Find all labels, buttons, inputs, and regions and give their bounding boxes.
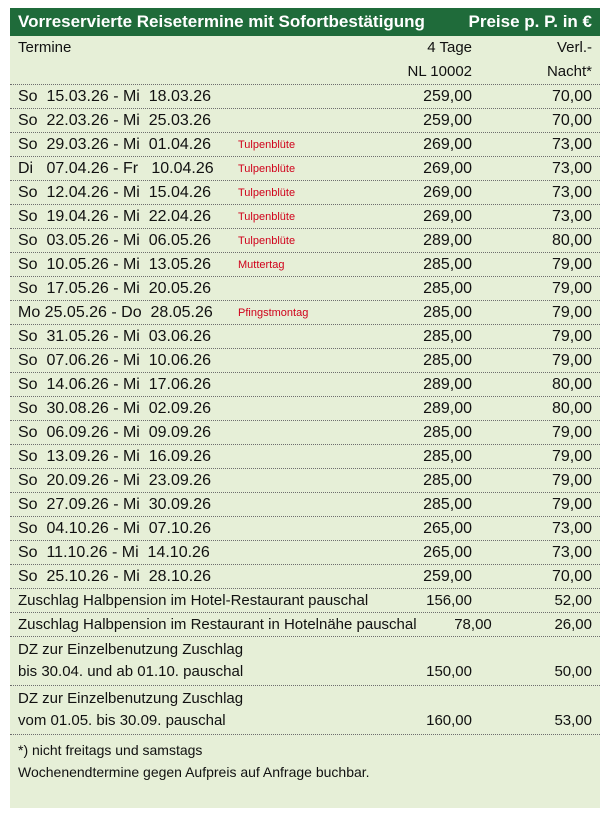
surcharge-rows	[10, 589, 600, 637]
row-date: So 06.09.26 - Mi 09.09.26	[18, 424, 212, 441]
column-header-row-1	[10, 36, 600, 60]
table-row	[10, 229, 600, 253]
table-row	[10, 565, 600, 589]
table-row	[10, 397, 600, 421]
row-date: So 07.06.26 - Mi 10.06.26	[18, 352, 212, 369]
row-night-price: 79,00	[551, 424, 592, 441]
row-date: So 11.10.26 - Mi 14.10.26	[18, 544, 210, 561]
single-use-line-1	[18, 639, 592, 661]
row-night-price: 79,00	[551, 280, 592, 297]
table-row	[10, 325, 600, 349]
row-note	[238, 445, 352, 468]
row-price: 269,00	[423, 136, 472, 153]
row-price: 265,00	[423, 520, 472, 537]
column-termine: Termine	[18, 39, 72, 56]
table-row	[10, 109, 600, 133]
row-note	[238, 277, 352, 300]
row-night-price: 73,00	[551, 544, 592, 561]
row-night-price: 79,00	[551, 496, 592, 513]
single-use-night-price: 50,00	[554, 663, 592, 680]
price-note: Preise p. P. in €	[468, 12, 592, 31]
footer-notes	[10, 735, 600, 787]
table-row	[10, 517, 600, 541]
row-note	[238, 349, 352, 372]
surcharge-label: Zuschlag Halbpension im Restaurant in Hotelnähe pauschal	[18, 616, 417, 633]
row-night-price: 73,00	[551, 184, 592, 201]
row-night-price: 70,00	[551, 568, 592, 585]
table-row	[10, 301, 600, 325]
row-night-price: 73,00	[551, 520, 592, 537]
row-price: 285,00	[423, 328, 472, 345]
row-night-price: 79,00	[551, 256, 592, 273]
table-row	[10, 469, 600, 493]
row-price: 265,00	[423, 544, 472, 561]
row-note	[238, 109, 352, 132]
row-price: 285,00	[423, 448, 472, 465]
row-date: So 22.03.26 - Mi 25.03.26	[18, 112, 212, 129]
row-price: 259,00	[423, 112, 472, 129]
row-night-price: 79,00	[551, 328, 592, 345]
row-night-price: 70,00	[551, 88, 592, 105]
date-rows	[10, 85, 600, 589]
row-note	[238, 541, 352, 564]
table-row	[10, 541, 600, 565]
table-row	[10, 373, 600, 397]
table-row	[10, 493, 600, 517]
row-date: Di 07.04.26 - Fr 10.04.26	[18, 160, 214, 177]
row-date: So 25.10.26 - Mi 28.10.26	[18, 568, 212, 585]
row-night-price: 80,00	[551, 232, 592, 249]
row-note: Muttertag	[238, 259, 285, 271]
row-note: Tulpenblüte	[238, 139, 296, 151]
row-price: 259,00	[423, 568, 472, 585]
row-night-price: 80,00	[551, 376, 592, 393]
row-price: 259,00	[423, 88, 472, 105]
footer-note-2: Wochenendtermine gegen Aufpreis auf Anfrage buchbar.	[18, 764, 370, 780]
surcharge-label: Zuschlag Halbpension im Hotel-Restaurant pauschal	[18, 592, 369, 609]
table-row	[10, 421, 600, 445]
single-use-period: bis 30.04. und ab 01.10. pauschal	[18, 663, 244, 680]
row-note: Pfingstmontag	[238, 307, 309, 319]
row-note	[238, 517, 352, 540]
row-price: 285,00	[423, 472, 472, 489]
row-date: So 14.06.26 - Mi 17.06.26	[18, 376, 212, 393]
surcharge-row	[10, 589, 600, 613]
single-use-title: DZ zur Einzelbenutzung Zuschlag	[18, 641, 244, 658]
row-date: So 03.05.26 - Mi 06.05.26	[18, 232, 212, 249]
row-price: 289,00	[423, 376, 472, 393]
surcharge-night-price: 52,00	[554, 592, 592, 609]
row-price: 269,00	[423, 208, 472, 225]
column-night: Nacht*	[546, 63, 592, 80]
single-use-row	[10, 686, 600, 735]
row-night-price: 79,00	[551, 352, 592, 369]
column-code: NL 10002	[407, 63, 472, 80]
column-header-row-2	[10, 60, 600, 85]
row-note	[238, 469, 352, 492]
row-price: 289,00	[423, 232, 472, 249]
row-note	[238, 565, 352, 588]
row-date: So 19.04.26 - Mi 22.04.26	[18, 208, 212, 225]
surcharge-night-price: 26,00	[554, 616, 592, 633]
table-row	[10, 277, 600, 301]
footer-note-1: *) nicht freitags und samstags	[18, 742, 203, 758]
row-date: So 13.09.26 - Mi 16.09.26	[18, 448, 212, 465]
single-use-line-2	[18, 710, 592, 732]
single-use-row	[10, 637, 600, 686]
row-night-price: 70,00	[551, 112, 592, 129]
surcharge-row	[10, 613, 600, 637]
row-price: 285,00	[423, 424, 472, 441]
row-note	[238, 325, 352, 348]
row-price: 289,00	[423, 400, 472, 417]
column-four-days: 4 Tage	[427, 39, 472, 56]
table-row	[10, 133, 600, 157]
column-extension: Verl.-	[556, 39, 592, 56]
table-row	[10, 181, 600, 205]
row-note: Tulpenblüte	[238, 163, 296, 175]
table-row	[10, 253, 600, 277]
row-note	[238, 493, 352, 516]
row-date: So 15.03.26 - Mi 18.03.26	[18, 88, 212, 105]
row-note	[238, 397, 352, 420]
single-use-price: 150,00	[426, 663, 472, 680]
row-price: 285,00	[423, 352, 472, 369]
row-date: So 29.03.26 - Mi 01.04.26	[18, 136, 212, 153]
table-row	[10, 445, 600, 469]
row-night-price: 73,00	[551, 136, 592, 153]
row-note	[238, 421, 352, 444]
surcharge-price: 156,00	[426, 592, 472, 609]
single-use-rows	[10, 637, 600, 735]
row-date: So 17.05.26 - Mi 20.05.26	[18, 280, 212, 297]
row-date: So 31.05.26 - Mi 03.06.26	[18, 328, 212, 345]
row-date: So 12.04.26 - Mi 15.04.26	[18, 184, 212, 201]
row-date: So 10.05.26 - Mi 13.05.26	[18, 256, 212, 273]
single-use-title: DZ zur Einzelbenutzung Zuschlag	[18, 690, 244, 707]
row-date: Mo 25.05.26 - Do 28.05.26	[18, 304, 213, 321]
row-note: Tulpenblüte	[238, 187, 296, 199]
table-row	[10, 349, 600, 373]
table-row	[10, 157, 600, 181]
row-night-price: 73,00	[551, 160, 592, 177]
single-use-line-1	[18, 688, 592, 710]
row-date: So 20.09.26 - Mi 23.09.26	[18, 472, 212, 489]
row-night-price: 73,00	[551, 208, 592, 225]
row-date: So 04.10.26 - Mi 07.10.26	[18, 520, 212, 537]
row-date: So 27.09.26 - Mi 30.09.26	[18, 496, 212, 513]
price-table-card	[10, 8, 600, 808]
single-use-price: 160,00	[426, 712, 472, 729]
row-price: 285,00	[423, 280, 472, 297]
surcharge-price: 78,00	[454, 616, 492, 633]
single-use-night-price: 53,00	[554, 712, 592, 729]
single-use-line-2	[18, 661, 592, 683]
row-date: So 30.08.26 - Mi 02.09.26	[18, 400, 212, 417]
row-night-price: 80,00	[551, 400, 592, 417]
row-price: 269,00	[423, 160, 472, 177]
row-price: 285,00	[423, 496, 472, 513]
row-note	[238, 373, 352, 396]
row-note	[238, 85, 352, 108]
row-night-price: 79,00	[551, 472, 592, 489]
table-row	[10, 205, 600, 229]
row-note: Tulpenblüte	[238, 235, 296, 247]
row-price: 285,00	[423, 256, 472, 273]
row-price: 269,00	[423, 184, 472, 201]
row-night-price: 79,00	[551, 448, 592, 465]
table-row	[10, 85, 600, 109]
row-note: Tulpenblüte	[238, 211, 296, 223]
single-use-period: vom 01.05. bis 30.09. pauschal	[18, 712, 226, 729]
row-night-price: 79,00	[551, 304, 592, 321]
title-bar	[10, 8, 600, 36]
table-title: Vorreservierte Reisetermine mit Sofortbestätigung	[18, 12, 425, 31]
row-price: 285,00	[423, 304, 472, 321]
